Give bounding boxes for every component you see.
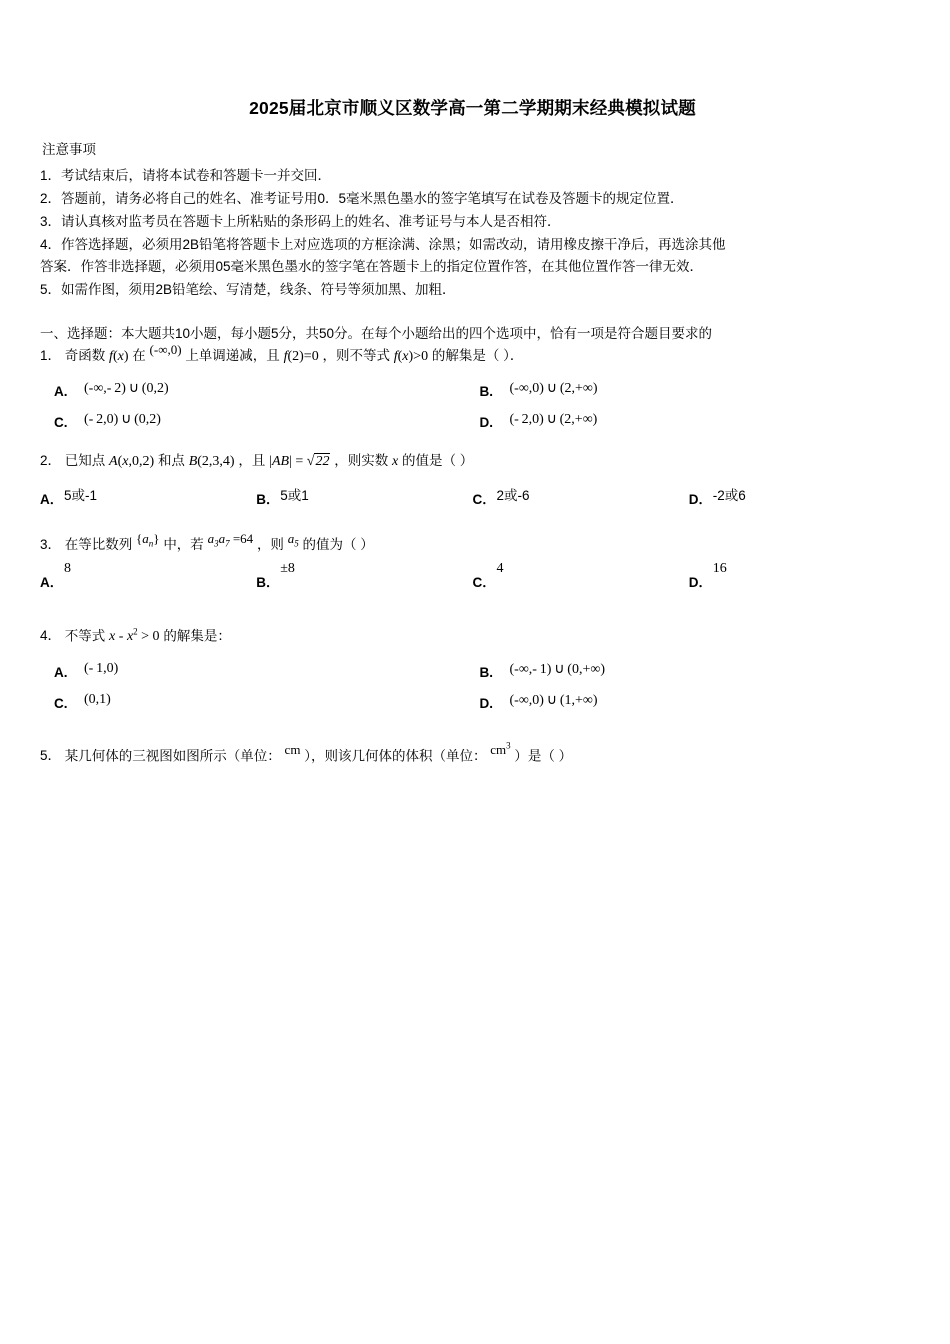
question-stem-part: ，则不等式 xyxy=(322,347,390,363)
math-x-minus-x-squared-gt-0: $x - x^2 > 0$ xyxy=(109,626,160,645)
notice-item: 2．答题前，请务必将自己的姓名、准考证号用0．5毫米黑色墨水的签字笔填写在试卷及答题卡的规定位置． xyxy=(40,190,684,206)
math-point-B: B(2,3,4) xyxy=(188,454,235,470)
question-stem-part: 和点 xyxy=(157,453,185,469)
option-D[interactable] xyxy=(688,560,905,591)
question-1 xyxy=(40,341,905,368)
option-text: (0,1) xyxy=(84,691,111,707)
notice-item: 3．请认真核对监考员在答题卡上所粘贴的条形码上的姓名、准考证号与本人是否相符． xyxy=(40,213,561,229)
question-stem-part: 的值是（ ） xyxy=(401,453,474,469)
math-f-of-x: f(x) xyxy=(109,348,129,364)
question-stem-part: 在等比数列 xyxy=(64,536,133,552)
option-label: D. xyxy=(479,695,493,711)
option-C[interactable] xyxy=(472,560,689,591)
option-label: D． xyxy=(688,491,712,507)
option-label: A． xyxy=(40,491,64,507)
option-label: B． xyxy=(256,574,280,590)
option-label: A． xyxy=(40,574,64,590)
question-number: 4． xyxy=(40,628,62,644)
option-D[interactable] xyxy=(689,484,905,508)
question-4 xyxy=(40,625,905,649)
question-number: 5． xyxy=(40,747,62,763)
notice-heading: 注意事项 xyxy=(42,142,96,157)
option-C[interactable] xyxy=(473,484,689,508)
question-number: 1． xyxy=(40,347,62,363)
question-1-options-row-1 xyxy=(40,380,905,399)
option-text: -2或6 xyxy=(712,487,746,503)
question-stem-part: ），则该几何体的体积（单位： xyxy=(304,747,487,763)
question-stem-part: 的值为（ ） xyxy=(302,536,374,552)
option-label: C． xyxy=(472,491,496,507)
option-B[interactable] xyxy=(480,380,906,399)
option-label: C． xyxy=(472,574,496,590)
question-2 xyxy=(40,450,905,473)
notice-item: 5．如需作图，须用2B铅笔绘、写清楚，线条、符号等须加黑、加粗． xyxy=(40,282,456,298)
question-stem-part: 奇函数 xyxy=(64,347,106,363)
section-heading: 一、选择题：本大题共10小题，每小题5分，共50分。在每个小题给出的四个选项中，恰有一项是符合题目要求的 xyxy=(40,326,713,342)
option-text: (- 2,0) ∪ (0,2) xyxy=(84,412,161,428)
question-stem-part: 上单调递减，且 xyxy=(185,347,280,363)
option-D[interactable] xyxy=(480,411,906,430)
option-C[interactable] xyxy=(54,692,480,711)
question-stem-part: ，则 xyxy=(256,536,284,552)
question-number: 2． xyxy=(40,453,62,469)
math-point-A: A(x,0,2) xyxy=(109,454,155,470)
question-stem-part: 的解集是： xyxy=(163,628,231,644)
question-number: 3． xyxy=(40,536,62,552)
math-unit-cm: cm xyxy=(284,741,301,757)
math-sequence-a-n: $\{a_n\}$ xyxy=(136,530,160,549)
option-label: A. xyxy=(54,384,68,400)
option-label: B. xyxy=(479,664,493,680)
question-1-options-row-2 xyxy=(40,411,905,430)
question-5 xyxy=(40,740,905,767)
notice-list xyxy=(40,165,905,301)
option-A[interactable] xyxy=(54,661,480,680)
option-text: (-∞,0) ∪ (1,+∞) xyxy=(509,692,598,708)
option-text: 8 xyxy=(64,560,71,576)
option-text: (- 2,0) ∪ (2,+∞) xyxy=(509,412,598,428)
option-C[interactable] xyxy=(54,411,480,430)
question-stem-part: 某几何体的三视图如图所示（单位： xyxy=(64,747,281,763)
math-abs-AB-equals-sqrt22: |AB| = √22 xyxy=(269,454,330,470)
question-stem-part: ，则实数 xyxy=(334,453,389,469)
option-text: (-∞,0) ∪ (2,+∞) xyxy=(509,381,598,397)
question-stem-part: 已知点 xyxy=(64,453,106,469)
math-f-of-x-gt-0: f(x)>0 xyxy=(393,348,429,364)
option-text: (-∞,- 2) ∪ (0,2) xyxy=(84,381,169,397)
math-a5: $a_5$ xyxy=(287,530,299,549)
option-B[interactable] xyxy=(256,484,472,508)
option-text: 2或-6 xyxy=(496,487,530,503)
math-f2-equals-0: f(2)=0 xyxy=(283,348,319,364)
option-text: 5或1 xyxy=(280,487,309,503)
math-a3-a7-equals-64: $a_3a_7 =64$ xyxy=(207,530,254,549)
question-4-options-row-1 xyxy=(40,661,905,680)
question-3-options xyxy=(40,560,905,591)
question-stem-part: 不等式 xyxy=(64,628,106,644)
option-B[interactable] xyxy=(256,560,472,591)
question-stem-part: 在 xyxy=(132,347,146,363)
question-stem-part: 中，若 xyxy=(163,536,204,552)
option-text: 4 xyxy=(496,560,504,576)
option-text: (-∞,- 1) ∪ (0,+∞) xyxy=(509,661,605,677)
question-stem-part: 的解集是（ ）． xyxy=(431,347,524,363)
question-stem-part: ）是（ ） xyxy=(514,747,573,763)
option-label: B． xyxy=(256,491,280,507)
option-D[interactable] xyxy=(480,692,906,711)
option-A[interactable] xyxy=(54,380,480,399)
math-unit-cm-cubed: $cm^3$ xyxy=(490,740,511,757)
notice-item: 4．作答选择题，必须用2B铅笔将答题卡上对应选项的方框涂满、涂黑；如需改动，请用橡皮擦干净后，再选涂其他 xyxy=(40,236,726,252)
option-label: C. xyxy=(54,695,68,711)
option-A[interactable] xyxy=(40,560,256,591)
option-B[interactable] xyxy=(480,661,906,680)
notice-item: 1．考试结束后，请将本试卷和答题卡一并交回． xyxy=(40,168,332,183)
notice-item: 答案．作答非选择题，必须用05毫米黑色墨水的签字笔在答题卡上的指定位置作答，在其他位置作答一律无效． xyxy=(40,259,704,275)
option-text: (- 1,0) xyxy=(84,660,119,676)
option-label: D. xyxy=(479,415,493,431)
question-4-options-row-2 xyxy=(40,692,905,711)
question-3 xyxy=(40,530,905,557)
option-label: A. xyxy=(54,664,68,680)
option-text: ±8 xyxy=(280,560,295,576)
option-label: B. xyxy=(479,384,493,400)
question-stem-part: ，且 xyxy=(238,453,266,469)
page-title: 2025届北京市顺义区数学高一第二学期期末经典模拟试题 xyxy=(249,98,696,118)
math-interval-neg-inf-0: (-∞,0) xyxy=(149,341,182,357)
option-label: C. xyxy=(54,415,68,431)
option-A[interactable] xyxy=(40,484,256,508)
option-text: 16 xyxy=(712,560,727,576)
math-variable-x: x xyxy=(391,454,399,470)
option-text: 5或-1 xyxy=(64,487,98,503)
option-label: D． xyxy=(688,574,712,590)
question-2-options xyxy=(40,484,905,508)
